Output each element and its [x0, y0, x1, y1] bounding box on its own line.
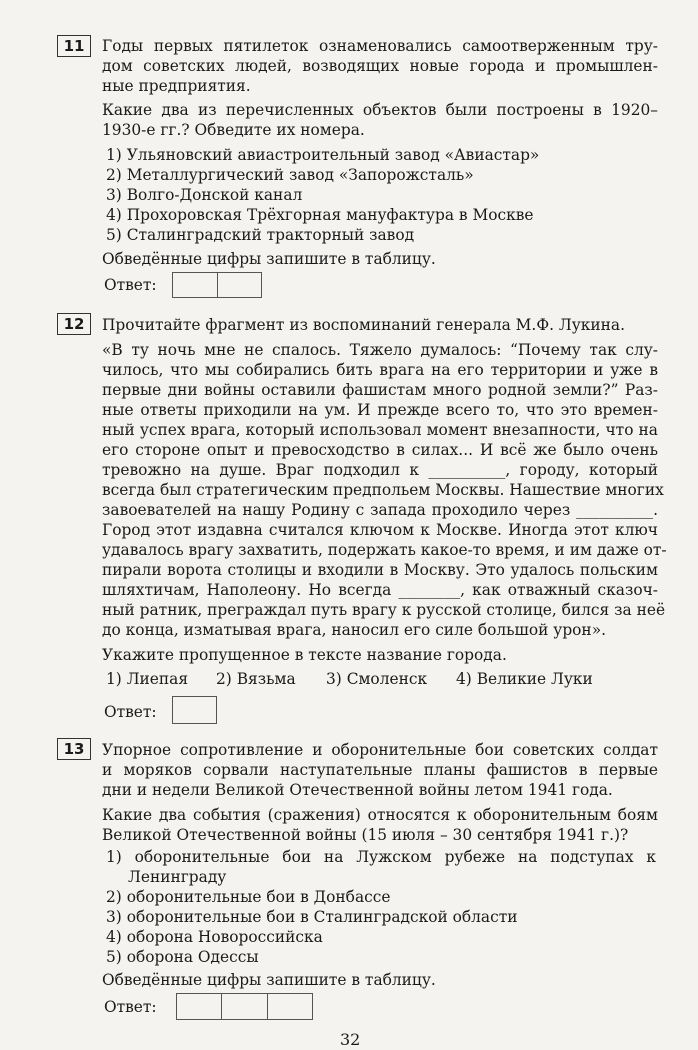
answer-table[interactable] [172, 696, 217, 724]
question-line: Какие два из перечисленных объектов были построены в 1920– [102, 101, 658, 119]
question-line: Великой Отечественной войны (15 июля – 30 сентября 1941 г.)? [102, 826, 629, 844]
option-item: 3) Волго-Донской канал [106, 186, 303, 204]
question-line: Какие два события (сражения) относятся к оборонительным боям [102, 806, 658, 824]
option-item: 1) Ульяновский авиастроительный завод «Авиастар» [106, 146, 540, 164]
answer-label: Ответ: [104, 998, 157, 1016]
text-line: его стороне опыт и превосходство в силах... И всё же было очень [102, 441, 658, 459]
text-line: шляхтичам, Наполеону. Но всегда ________, как отважный сказоч- [102, 581, 658, 599]
question-line: 1930-е гг.? Обведите их номера. [102, 121, 365, 139]
text-line: ный ратник, преграждал путь врагу к русской столице, бился за неё [102, 601, 666, 619]
option-item: 2) Вязьма [216, 670, 296, 688]
text-line: «В ту ночь мне не спалось. Тяжело думалось: “Почему так слу- [102, 341, 658, 359]
answer-cell[interactable] [222, 994, 267, 1019]
instruction: Обведённые цифры запишите в таблицу. [102, 250, 436, 268]
option-item: 4) оборона Новороссийска [106, 928, 323, 946]
question-number: 12 [57, 313, 91, 335]
answer-cell[interactable] [173, 273, 218, 297]
text-line: ные ответы приходили на ум. И прежде всего то, что это времен- [102, 401, 658, 419]
intro-line: и моряков сорвали наступательные планы фашистов в первые [102, 761, 658, 779]
intro-line: дом советских людей, возводящих новые города и промышлен- [102, 57, 658, 75]
text-line: всегда был стратегическим предпольем Москвы. Нашествие многих [102, 481, 664, 499]
page-number: 32 [340, 1030, 361, 1049]
text-line: пирали ворота столицы и входили в Москву. Это удалось польским [102, 561, 658, 579]
option-item: 2) оборонительные бои в Донбассе [106, 888, 391, 906]
option-item: 1) Лиепая [106, 670, 189, 688]
answer-label: Ответ: [104, 276, 157, 294]
answer-cell[interactable] [268, 994, 312, 1019]
text-line: завоевателей на нашу Родину с запада проходило через __________. [102, 501, 658, 519]
intro-line: ные предприятия. [102, 77, 251, 95]
intro-line: Упорное сопротивление и оборонительные бои советских солдат [102, 741, 658, 759]
instruction: Обведённые цифры запишите в таблицу. [102, 971, 436, 989]
answer-table[interactable] [172, 272, 262, 298]
option-item: 1) оборонительные бои на Лужском рубеже на подступах к [106, 848, 656, 866]
text-line: ный успех врага, который использовал момент внезапности, что на [102, 421, 658, 439]
option-item: 5) Сталинградский тракторный завод [106, 226, 415, 244]
answer-cell[interactable] [218, 273, 262, 297]
answer-cell[interactable] [177, 994, 222, 1019]
text-line: Город этот издавна считался ключом к Москве. Иногда этот ключ [102, 521, 658, 539]
text-line: до конца, изматывая врага, наносил его силе большой урон». [102, 621, 606, 639]
question-number: 11 [57, 35, 91, 57]
question-line: Укажите пропущенное в тексте название города. [102, 646, 507, 664]
text-line: первые дни войны оставили фашистам много родной земли?” Раз- [102, 381, 658, 399]
option-item-continuation: Ленинграду [128, 868, 227, 886]
intro-line: Годы первых пятилеток ознаменовались самоотверженным тру- [102, 37, 658, 55]
option-item: 4) Великие Луки [456, 670, 593, 688]
answer-table[interactable] [176, 993, 313, 1020]
option-item: 3) Смоленск [326, 670, 428, 688]
option-item: 4) Прохоровская Трёхгорная мануфактура в Москве [106, 206, 534, 224]
options-row [106, 669, 606, 689]
option-item: 2) Металлургический завод «Запорожсталь» [106, 166, 474, 184]
intro-line: Прочитайте фрагмент из воспоминаний генерала М.Ф. Лукина. [102, 316, 625, 334]
text-line: чилось, что мы собирались бить врага на его территории и уже в [102, 361, 658, 379]
option-item: 3) оборонительные бои в Сталинградской области [106, 908, 518, 926]
question-number: 13 [57, 738, 91, 760]
answer-cell[interactable] [173, 697, 216, 723]
text-line: удавалось врагу захватить, подержать какое-то время, и им даже от- [102, 541, 667, 559]
answer-label: Ответ: [104, 703, 157, 721]
intro-line: дни и недели Великой Отечественной войны летом 1941 года. [102, 781, 613, 799]
option-item: 5) оборона Одессы [106, 948, 259, 966]
text-line: тревожно на душе. Враг подходил к __________, городу, который [102, 461, 658, 479]
